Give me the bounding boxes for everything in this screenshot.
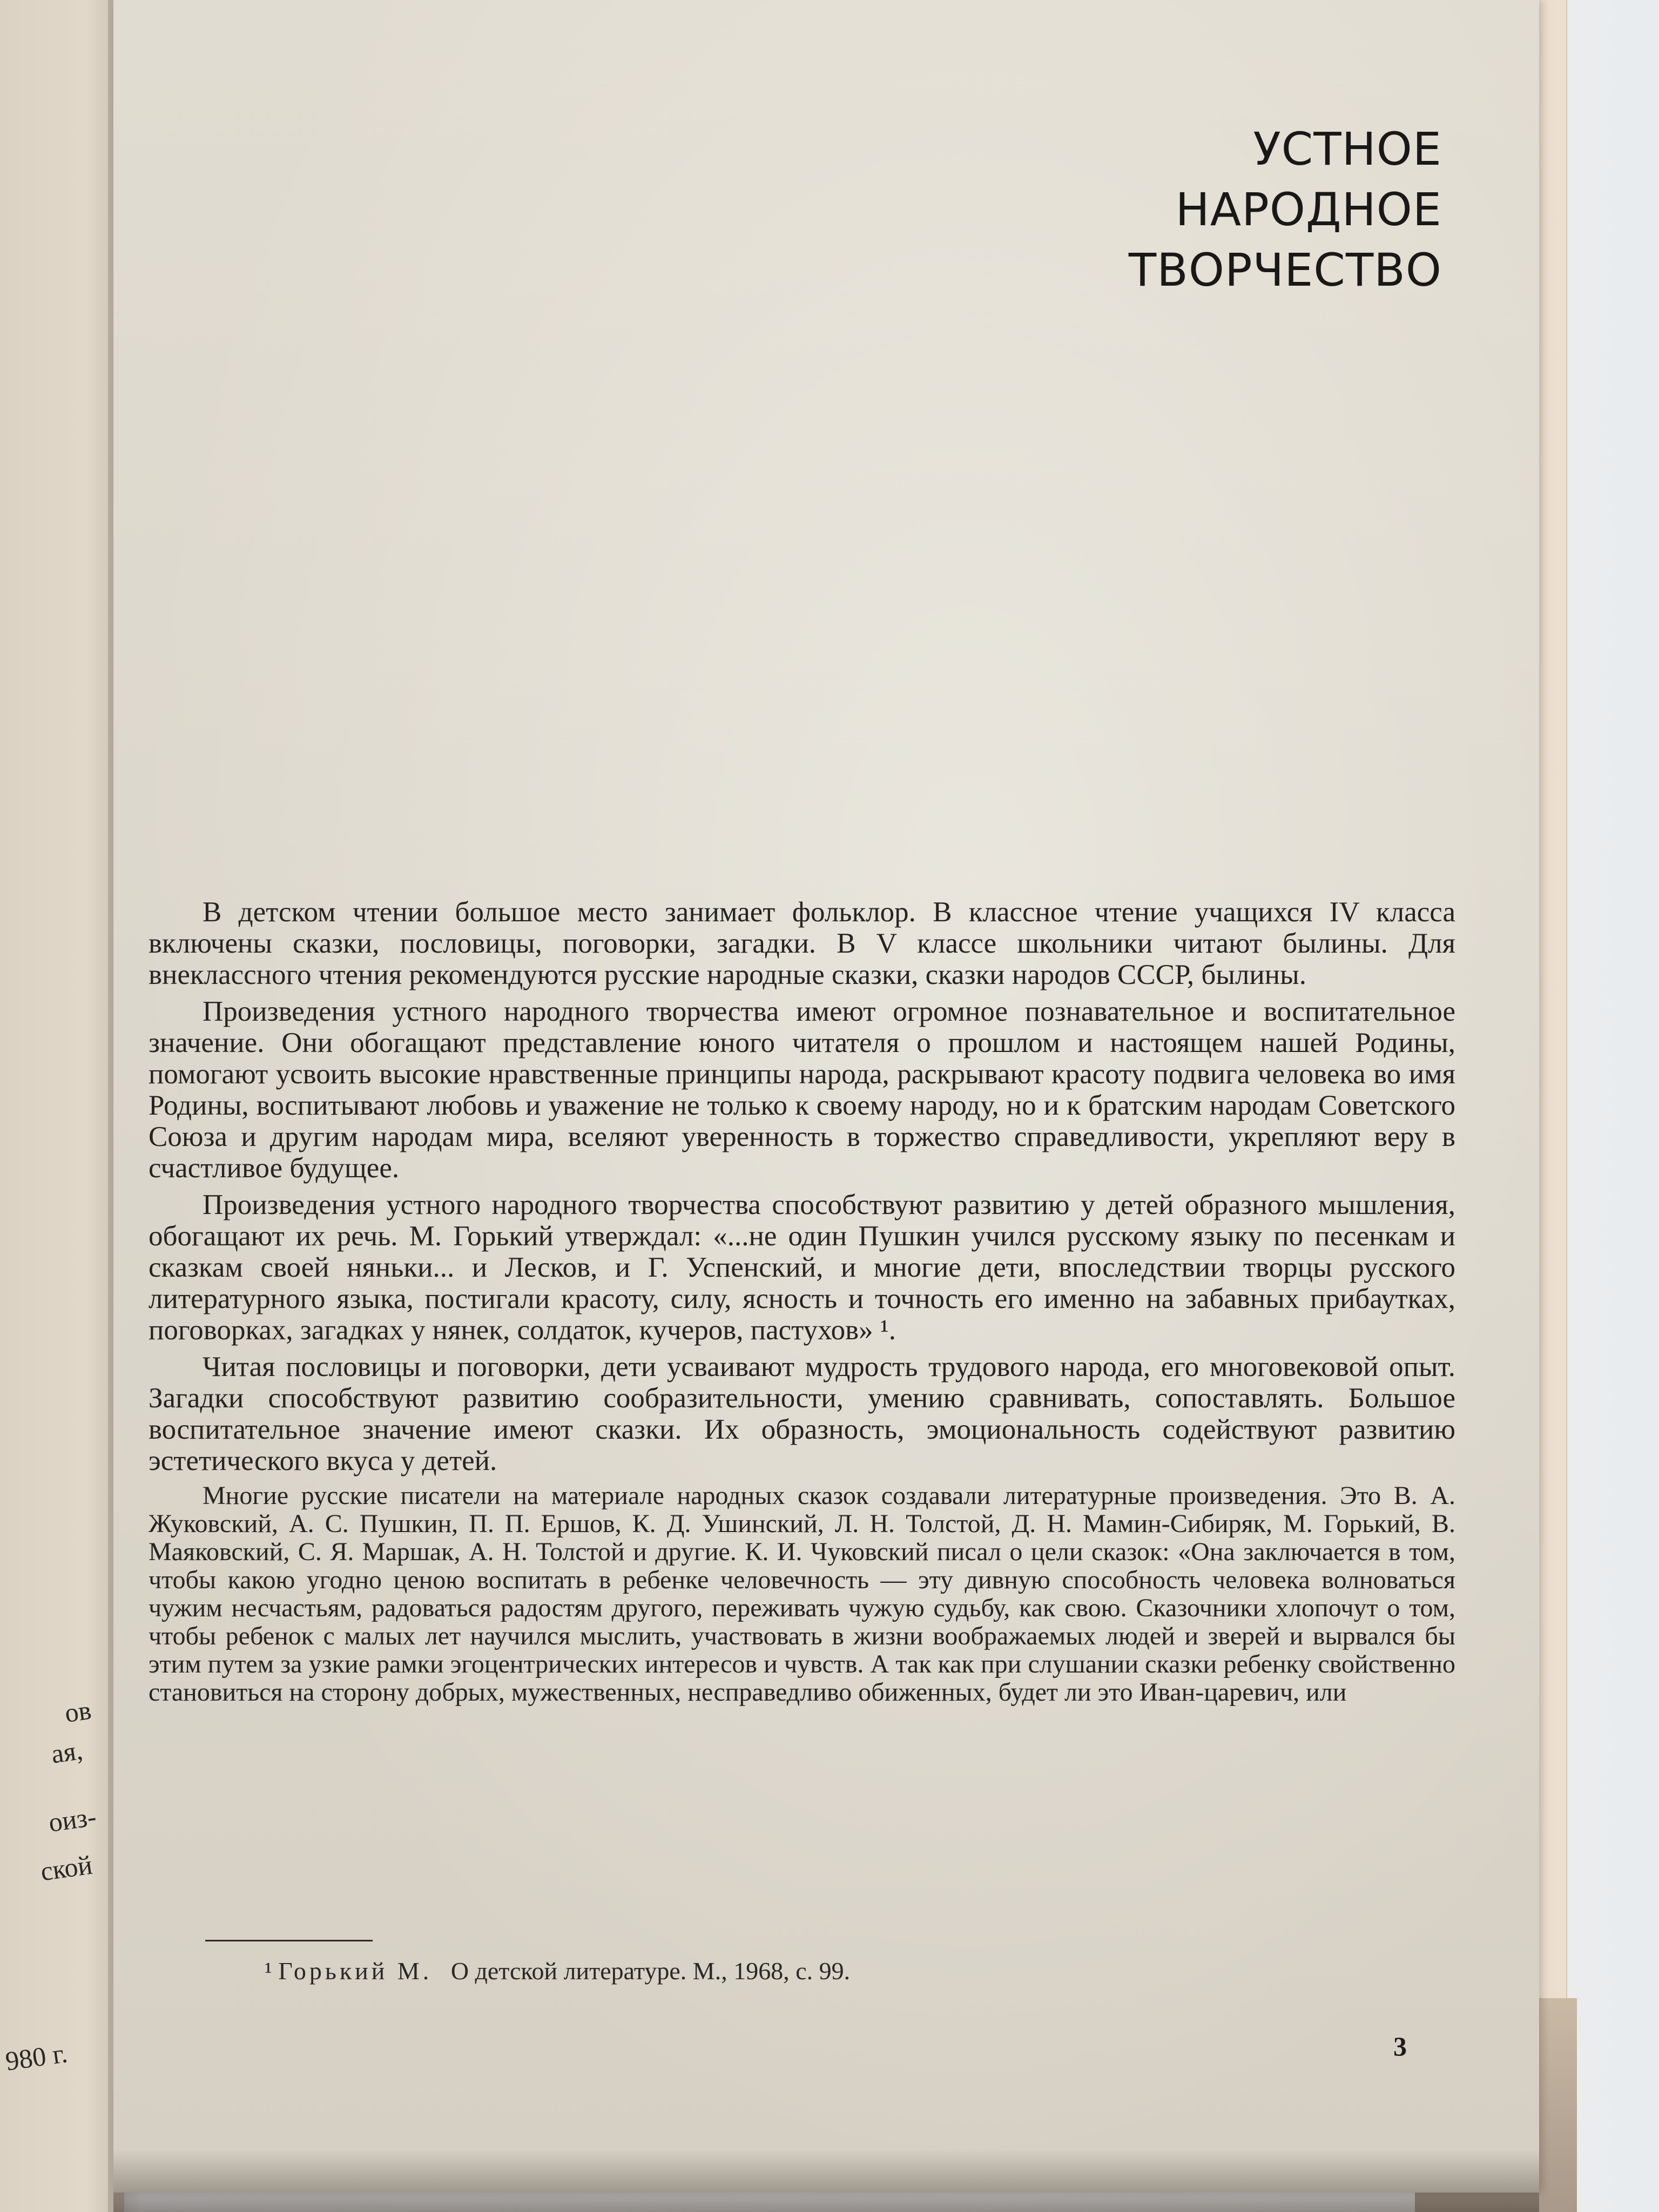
paragraph: В детском чтении большое место занимает фольклор. В классное чтение учащихся IV класса включены сказки, пословицы, поговорки, загадки. В V классе школьники читают былины. Для внеклассного чтения рекомендуются русские народные сказки, сказки народов СССР, былины. [149, 896, 1455, 990]
title-line: УСТНОЕ [1253, 123, 1442, 176]
body-text [149, 896, 1455, 1712]
paragraph: Читая пословицы и поговорки, дети усваивают мудрость трудового народа, его многовековой опыт. Загадки способствуют развитию сообразительности, умению сравнивать, сопоставлять. Большое воспитательное значение имеют сказки. Их образность, эмоциональность содействуют развитию эстетического вкуса у детей. [149, 1351, 1455, 1476]
bottom-shadow [113, 2149, 1539, 2212]
paragraph: Многие русские писатели на материале народных сказок создавали литературные произведения. Это В. А. Жуковский, А. С. Пушкин, П. П. Ершов, К. Д. Ушинский, Л. Н. Толстой, Д. Н. Мамин-Сибиряк, М. Горький, В. Маяковский, С. Я. Маршак, А. Н. Толстой и другие. К. И. Чуковский писал о цели сказок: «Она заключается в том, чтобы какою угодно ценою воспитать в ребенке человечность — эту дивную способность человека волноваться чужим несчастьям, радоваться радостям другого, переживать чужую судьбу, как свою. Сказочники хлопочут о том, чтобы ребенок с малых лет научился мыслить, участвовать в жизни воображаемых людей и зверей и вырвался бы этим путем за узкие рамки эгоцентрических интересов и чувств. А так как при слушании сказки ребенку свойственно становиться на сторону добрых, мужественных, несправедливо обиженных, будет ли это Иван-царевич, или [149, 1481, 1455, 1707]
footnote-rule [205, 1940, 373, 1941]
title-line: НАРОДНОЕ [1175, 183, 1442, 236]
footnote [265, 1955, 1453, 1987]
chapter-title [902, 119, 1442, 300]
left-fragment: оиз- [46, 1801, 98, 1838]
footnote-text: О детской литературе. М., 1968, с. 99. [450, 1957, 851, 1985]
paragraph: Произведения устного народного творчества способствуют развитию у детей образного мышления, обогащают их речь. М. Горький утверждал: «...не один Пушкин учился русскому языку по песенкам и сказкам своей няньки... и Лесков, и Г. Успенский, и многие дети, впоследствии творцы русского литературного языка, постигали красоту, силу, ясность и точность его именно на забавных прибаутках, поговорках, загадках у нянек, солдаток, кучеров, пастухов» ¹. [149, 1189, 1455, 1346]
left-fragment: ской [38, 1849, 95, 1887]
paragraph: Произведения устного народного творчества имеют огромное познавательное и воспитательное значение. Они обогащают представление юного читателя о прошлом и настоящем нашей Родины, помогают усвоить высокие нравственные принципы народа, раскрывают красоту подвига человека во имя Родины, воспитывают любовь и уважение не только к своему народу, но и к братским народам Советского Союза и другим народам мира, вселяют уверенность в торжество справедливости, укрепляют веру в счастливое будущее. [149, 996, 1455, 1184]
left-fragment: ов [63, 1694, 93, 1729]
footnote-author: Горький М. [278, 1957, 433, 1985]
page-number: 3 [1393, 2031, 1407, 2061]
footnote-mark: ¹ [265, 1957, 272, 1985]
book-page [113, 0, 1539, 2193]
left-fragment: ая, [49, 1735, 85, 1769]
title-line: ТВОРЧЕСТВО [1128, 244, 1442, 296]
previous-page [0, 0, 124, 2212]
left-fragment: 980 г. [3, 2038, 70, 2076]
